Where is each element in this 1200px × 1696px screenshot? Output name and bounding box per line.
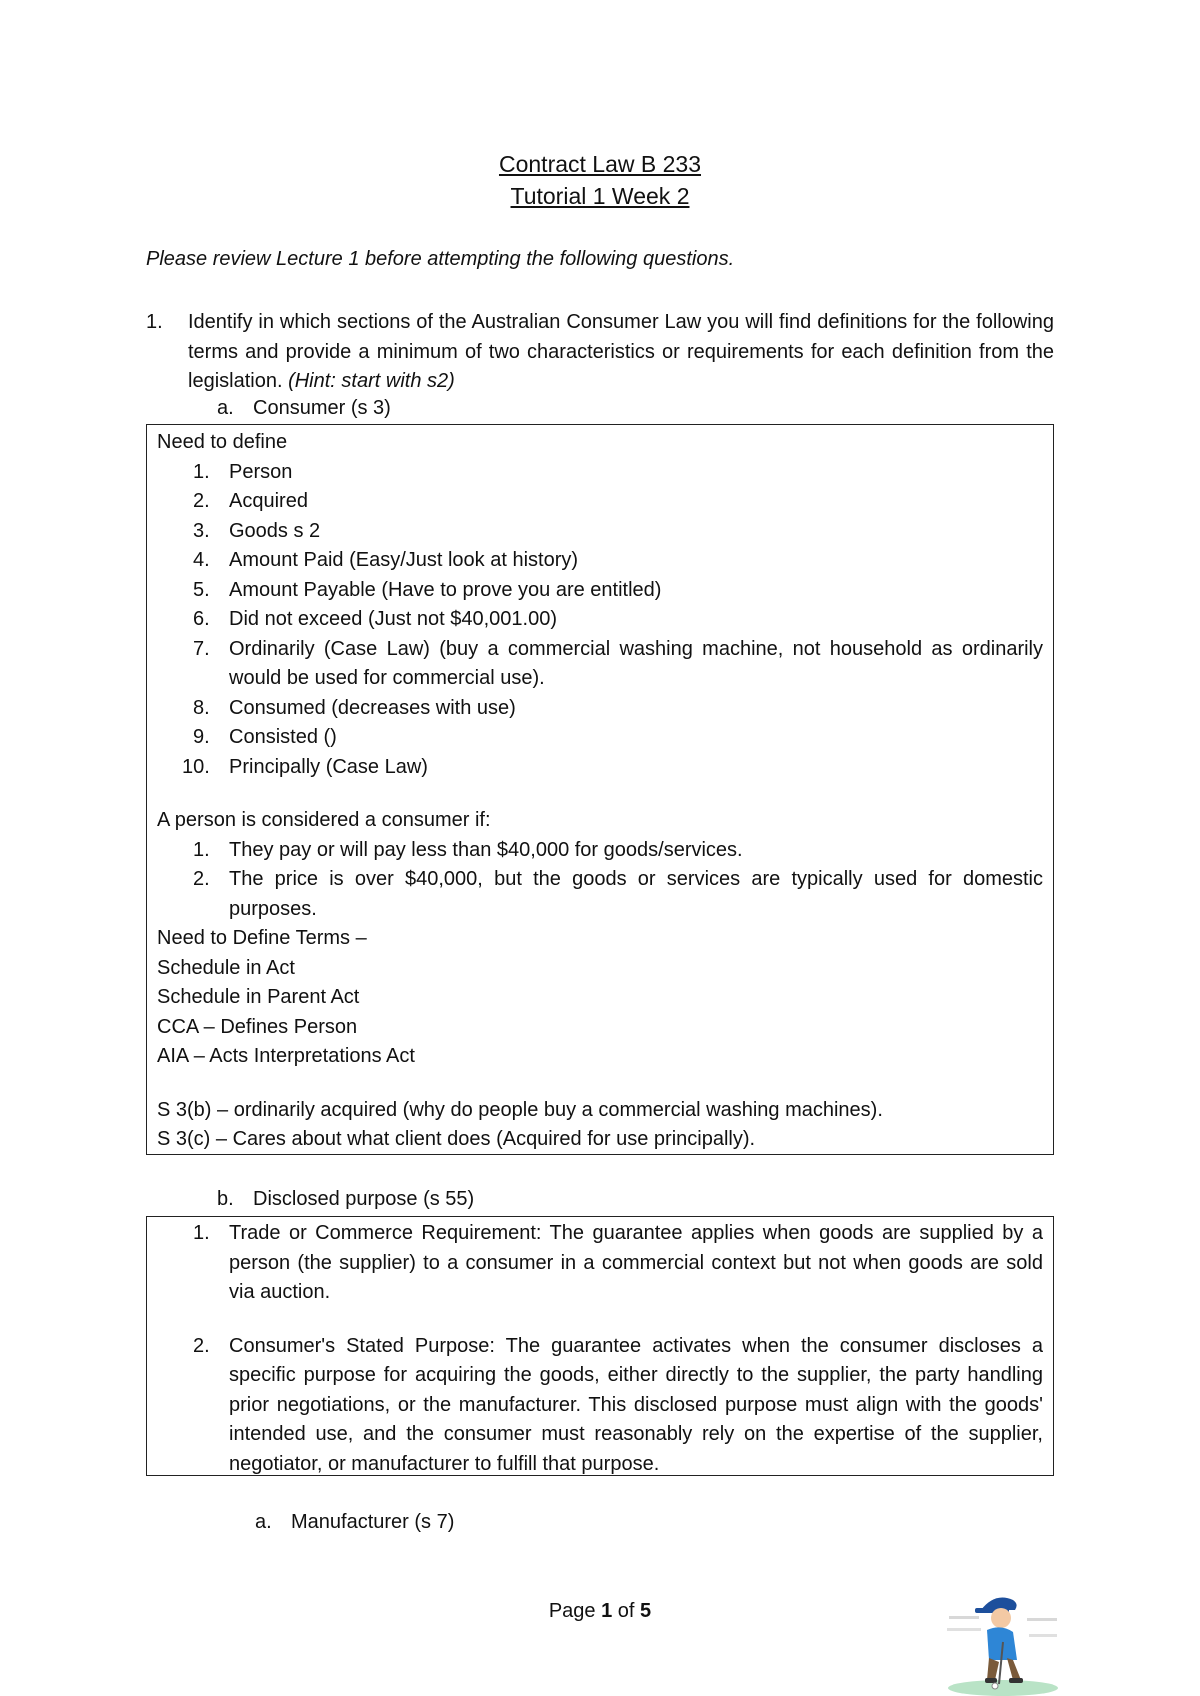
list-item: 5. Amount Payable (Have to prove you are entitled) <box>193 578 662 601</box>
list-item: 2. The price is over $40,000, but the goods or services are typically used for domestic purposes. <box>193 868 1043 920</box>
consumer-condition-heading: A person is considered a consumer if: <box>157 809 491 831</box>
list-item: 9. Consisted () <box>193 726 337 748</box>
need-to-define-heading: Need to define <box>157 431 288 453</box>
note-s3b: S 3(b) – ordinarily acquired (why do people buy a commercial washing machines). <box>157 1098 883 1121</box>
part-b-heading <box>217 1188 474 1211</box>
question-1-number: 1. <box>146 311 163 333</box>
list-item: 1. Trade or Commerce Requirement: The guarantee applies when goods are supplied by a person (the supplier) to a consumer in a commercial context but not when goods are sold via auction. <box>193 1222 1043 1303</box>
document-title: Contract Law B 233 <box>498 151 701 177</box>
list-item: 8. Consumed (decreases with use) <box>193 696 516 719</box>
cca-line: CCA – Defines Person <box>157 1015 358 1038</box>
document-subtitle: Tutorial 1 Week 2 <box>510 183 690 209</box>
list-item: 2. Acquired <box>193 490 308 512</box>
note-s3c: S 3(c) – Cares about what client does (Acquired for use principally). <box>157 1128 756 1150</box>
list-item: 1. They pay or will pay less than $40,000 for goods/services. <box>193 838 743 861</box>
question-1-text <box>188 308 1054 397</box>
page-current: 1 <box>601 1600 613 1622</box>
part-b-text: Disclosed purpose (s 55) <box>253 1188 475 1210</box>
part-c-text: Manufacturer (s 7) <box>291 1511 455 1533</box>
intro-instruction: Please review Lecture 1 before attempting the following questions. <box>146 248 735 270</box>
page-total: 5 <box>640 1600 652 1622</box>
disclosed-purpose-list <box>157 1219 1043 1479</box>
consumer-condition-list <box>157 836 1043 925</box>
part-b-label: b. <box>217 1188 234 1210</box>
consumer-answer-box <box>146 424 1054 1155</box>
schedule-parent-act-line: Schedule in Parent Act <box>157 986 360 1008</box>
list-item: 7. Ordinarily (Case Law) (buy a commercial washing machine, not household as ordinarily would be used for commercial use). <box>193 637 1043 689</box>
define-terms-line: Need to Define Terms – <box>157 927 367 949</box>
part-c-label: a. <box>255 1511 272 1533</box>
disclosed-purpose-answer-box <box>146 1216 1054 1476</box>
question-1-body: Identify in which sections of the Australian Consumer Law you will find definitions for the following terms and provide a minimum of two characteristics or requirements for each definition from the legislation. <box>188 311 1054 392</box>
schedule-act-line: Schedule in Act <box>157 956 295 979</box>
page-label: Page <box>548 1600 596 1622</box>
list-item: 1. Person <box>193 460 293 483</box>
question-1 <box>146 308 1054 397</box>
list-item: 2. Consumer's Stated Purpose: The guarantee activates when the consumer discloses a specific purpose for acquiring the goods, either directly to the supplier, the party handling prior negotiations, or the manufacturer. This disclosed purpose must align with the goods' intended use, and the consumer must reasonably rely on the expertise of the supplier, negotiator, or manufacturer to fulfill that purpose. <box>193 1334 1043 1475</box>
part-c-heading <box>255 1511 454 1534</box>
list-item: 3. Goods s 2 <box>193 519 321 542</box>
part-a-heading <box>217 397 391 420</box>
list-item: 6. Did not exceed (Just not $40,001.00) <box>193 608 557 630</box>
page-of: of <box>617 1600 635 1622</box>
list-item: 10. Principally (Case Law) <box>182 755 428 778</box>
need-to-define-list <box>157 458 1043 783</box>
aia-line: AIA – Acts Interpretations Act <box>157 1045 415 1067</box>
list-item: 4. Amount Paid (Easy/Just look at history) <box>193 549 579 571</box>
part-a-label: a. <box>217 397 234 419</box>
golfer-mascot-icon <box>943 1588 1063 1696</box>
part-a-text: Consumer (s 3) <box>253 397 391 419</box>
question-1-hint: (Hint: start with s2) <box>288 370 455 392</box>
